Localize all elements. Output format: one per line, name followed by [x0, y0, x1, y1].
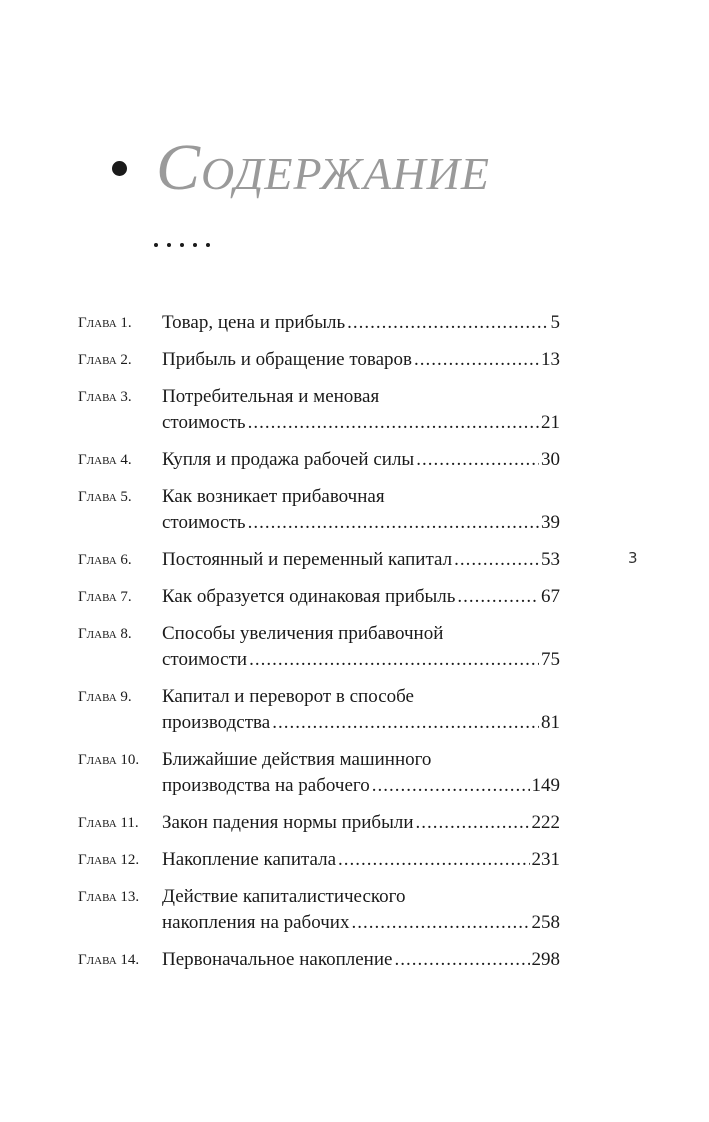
- chapter-title: [162, 384, 560, 436]
- page-ref: 67: [541, 586, 560, 607]
- toc-entry[interactable]: [78, 547, 560, 573]
- dot-icon: [167, 243, 171, 247]
- chapter-label: Глава 5.: [78, 489, 132, 505]
- page-ref: 53: [541, 549, 560, 570]
- dot-leader: [272, 710, 539, 736]
- page-ref: 81: [541, 712, 560, 733]
- chapter-title-line: стоимость: [162, 412, 246, 433]
- chapter-title: [162, 484, 560, 536]
- dot-leader: [457, 584, 539, 610]
- toc-entry[interactable]: [78, 384, 560, 436]
- chapter-label: Глава 11.: [78, 815, 139, 831]
- chapter-title-line: Действие капиталистического: [162, 886, 406, 907]
- toc-entry[interactable]: [78, 484, 560, 536]
- chapter-label: Глава 12.: [78, 852, 140, 868]
- dot-leader: [416, 810, 530, 836]
- chapter-title: [162, 747, 560, 799]
- chapter-label: Глава 13.: [78, 889, 140, 905]
- chapter-title: [162, 347, 560, 373]
- page-ref: 298: [531, 949, 560, 970]
- toc-entry[interactable]: [78, 884, 560, 936]
- chapter-title-line: Закон падения нормы прибыли: [162, 812, 414, 833]
- chapter-title-line: производства: [162, 712, 271, 733]
- dot-icon: [154, 243, 158, 247]
- chapter-title-line: Потребительная и меновая: [162, 386, 380, 407]
- chapter-title-line: Накопление капитала: [162, 849, 337, 870]
- dot-icon: [180, 243, 184, 247]
- dot-leader: [414, 347, 539, 373]
- table-of-contents: [78, 310, 560, 984]
- dot-leader: [372, 773, 530, 799]
- chapter-title-line: накопления на рабочих: [162, 912, 350, 933]
- chapter-title: [162, 547, 560, 573]
- chapter-label: Глава 3.: [78, 389, 132, 405]
- chapter-title-line: Прибыль и обращение товаров: [162, 349, 412, 370]
- page-ref: 75: [541, 649, 560, 670]
- chapter-title-line: Ближайшие действия машинного: [162, 749, 432, 770]
- chapter-title-line: Товар, цена и прибыль: [162, 312, 346, 333]
- bullet-icon: [112, 161, 127, 176]
- chapter-title: [162, 447, 560, 473]
- chapter-title: [162, 810, 560, 836]
- chapter-title-line: Купля и продажа рабочей силы: [162, 449, 415, 470]
- chapter-label: Глава 8.: [78, 626, 132, 642]
- toc-entry[interactable]: [78, 621, 560, 673]
- toc-entry[interactable]: [78, 447, 560, 473]
- chapter-label: Глава 1.: [78, 315, 132, 331]
- page-number: 3: [628, 549, 638, 567]
- chapter-title-line: стоимость: [162, 512, 246, 533]
- chapter-title: [162, 684, 560, 736]
- dot-leader: [351, 910, 529, 936]
- dot-leader: [248, 410, 539, 436]
- chapter-title: [162, 847, 560, 873]
- chapter-title: [162, 884, 560, 936]
- page-ref: 258: [531, 912, 560, 933]
- chapter-label: Глава 2.: [78, 352, 132, 368]
- chapter-label: Глава 4.: [78, 452, 132, 468]
- page-ref: 21: [541, 412, 560, 433]
- dot-leader: [394, 947, 529, 973]
- page-ref: 13: [541, 349, 560, 370]
- ornament-dots: [154, 243, 210, 247]
- chapter-label: Глава 14.: [78, 952, 140, 968]
- chapter-title-line: Как образуется одинаковая прибыль: [162, 586, 456, 607]
- toc-entry[interactable]: [78, 810, 560, 836]
- dot-icon: [206, 243, 210, 247]
- chapter-label: Глава 7.: [78, 589, 132, 605]
- toc-entry[interactable]: [78, 310, 560, 336]
- dot-leader: [347, 310, 548, 336]
- chapter-title-line: Первоначальное накопление: [162, 949, 393, 970]
- chapter-title: [162, 947, 560, 973]
- chapter-label: Глава 6.: [78, 552, 132, 568]
- chapter-title-line: Капитал и переворот в способе: [162, 686, 414, 707]
- page-title: Содержание: [156, 131, 490, 204]
- page-ref: 222: [531, 812, 560, 833]
- chapter-title-line: Способы увеличения прибавочной: [162, 623, 444, 644]
- toc-entry[interactable]: [78, 684, 560, 736]
- page-ref: 231: [531, 849, 560, 870]
- dot-leader: [248, 510, 539, 536]
- chapter-label: Глава 9.: [78, 689, 132, 705]
- chapter-label: Глава 10.: [78, 752, 140, 768]
- chapter-title: [162, 621, 560, 673]
- toc-entry[interactable]: [78, 747, 560, 799]
- chapter-title: [162, 310, 560, 336]
- chapter-title-line: Постоянный и переменный капитал: [162, 549, 453, 570]
- dot-leader: [416, 447, 539, 473]
- dot-leader: [454, 547, 539, 573]
- chapter-title-line: стоимости: [162, 649, 248, 670]
- toc-entry[interactable]: [78, 347, 560, 373]
- toc-entry[interactable]: [78, 947, 560, 973]
- chapter-title-line: производства на рабочего: [162, 775, 370, 796]
- dot-leader: [249, 647, 539, 673]
- page-ref: 30: [541, 449, 560, 470]
- toc-entry[interactable]: [78, 584, 560, 610]
- chapter-title-line: Как возникает прибавочная: [162, 486, 385, 507]
- page-ref: 149: [531, 775, 560, 796]
- dot-leader: [338, 847, 529, 873]
- page-ref: 5: [550, 312, 560, 333]
- page-ref: 39: [541, 512, 560, 533]
- toc-entry[interactable]: [78, 847, 560, 873]
- dot-icon: [193, 243, 197, 247]
- chapter-title: [162, 584, 560, 610]
